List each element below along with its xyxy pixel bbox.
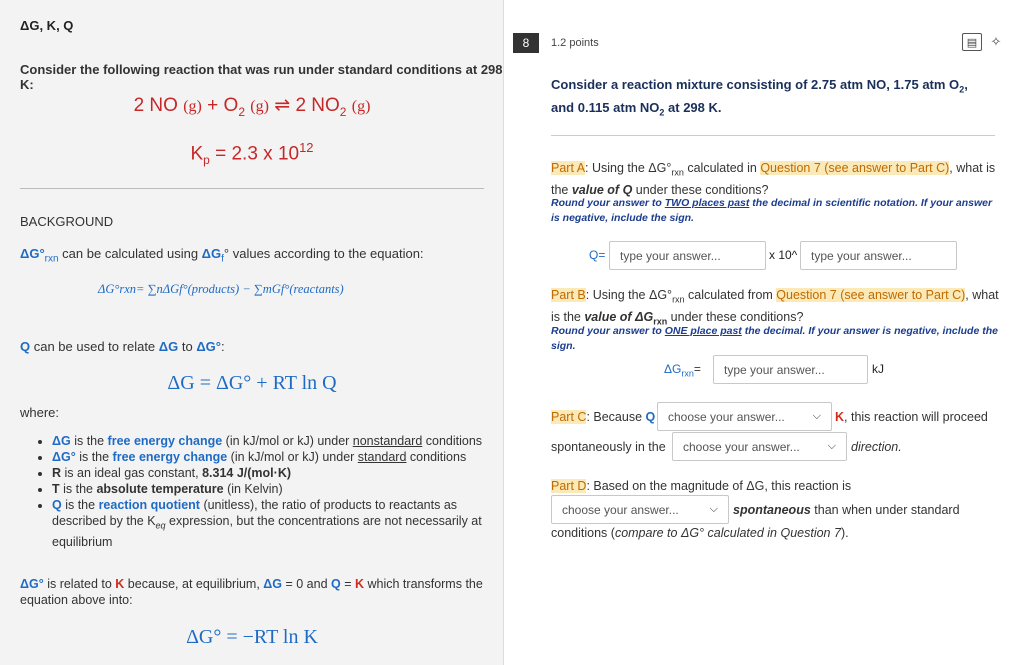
text: is the [59, 482, 97, 496]
phase-label: (g) [183, 98, 202, 115]
plus-sign: + [207, 95, 219, 116]
subscript: 2 [959, 84, 965, 95]
text: Consider a reaction mixture consisting of 2.75 atm NO, 1.75 atm O [551, 77, 960, 92]
subscript: f [221, 253, 224, 265]
subscript: 2 [238, 104, 246, 119]
text: Round your answer to [551, 325, 665, 337]
term: T [52, 482, 60, 496]
definitions-list [36, 433, 496, 550]
emphasis: value of ΔG [584, 309, 654, 324]
background-panel [0, 0, 504, 665]
text: (in Kelvin) [223, 482, 283, 496]
text: , and 0.115 atm NO [551, 77, 968, 115]
list-item [52, 497, 496, 550]
part-c-direction-label: spontaneously in the [551, 440, 666, 454]
emphasis: compare to ΔG° calculated in Question 7 [614, 526, 841, 540]
question-prompt [551, 76, 991, 121]
text: ° values according to the equation: [223, 246, 424, 261]
text: Round your answer to [551, 197, 665, 209]
dropdown-value: choose your answer... [562, 502, 679, 517]
part-b-note [551, 324, 1001, 354]
term: Q [52, 498, 62, 512]
text: , what is the [551, 161, 996, 197]
part-label: Part B [551, 288, 586, 302]
term: ΔG [263, 577, 283, 591]
text: because, at equilibrium, [124, 577, 264, 591]
text: the decimal. If your answer is negative, include the sign. [551, 325, 998, 352]
product-no2: 2 NO [295, 95, 340, 116]
where-label: where: [20, 405, 60, 420]
subscript: rxn [653, 316, 668, 326]
question-reference: Question 7 (see answer to Part C) [776, 288, 966, 302]
text: : [220, 339, 225, 354]
phase-label: (g) [351, 98, 371, 115]
underlined-text: TWO places past [664, 197, 750, 209]
part-label: Part D [551, 479, 587, 493]
text: , what is the [551, 288, 999, 324]
standard-k-equation: ΔG° = −RT ln K [186, 626, 318, 648]
part-a-question [551, 160, 1001, 199]
chevron-down-icon: ⌵ [812, 410, 821, 422]
chevron-down-icon: ⌵ [709, 503, 718, 515]
subscript: eq [155, 520, 166, 531]
text: conditions [422, 434, 483, 448]
text: = [693, 362, 701, 376]
intro-text: Consider the following reaction that was run under standard conditions at 298 K: [20, 62, 503, 92]
subscript: 2 [659, 107, 665, 118]
kp-symbol: K [190, 143, 204, 165]
text: (in kJ/mol or kJ) under [227, 450, 358, 464]
text: conditions ( [551, 526, 615, 540]
term: absolute temperature [96, 482, 224, 496]
points-label: 1.2 points [551, 37, 599, 49]
text: : Based on the magnitude of ΔG, this reaction is [586, 479, 852, 493]
text: is the [70, 434, 108, 448]
q-vs-k-dropdown[interactable] [657, 402, 832, 431]
part-d-question [551, 478, 851, 495]
q-label: Q= [589, 248, 606, 262]
chevron-down-icon: ⌵ [827, 440, 836, 452]
q-term: Q [645, 410, 656, 424]
calculator-icon[interactable]: ▤ [962, 33, 982, 51]
times-ten-label: x 10^ [769, 248, 798, 262]
q-exponent-input[interactable]: type your answer... [800, 241, 957, 270]
nonstandard-equation: ΔG = ΔG° + RT ln Q [167, 372, 337, 394]
reactant-o2: O [223, 95, 239, 116]
section-title: ΔG, K, Q [20, 18, 74, 33]
text: at 298 K. [664, 99, 722, 115]
term: free energy change [112, 450, 228, 464]
superscript: 12 [299, 140, 314, 155]
question-number: 8 [513, 33, 539, 53]
reaction-equation [0, 94, 504, 119]
term: K [355, 577, 365, 591]
text: is the [75, 450, 113, 464]
subscript: rxn [671, 167, 684, 178]
text: is an ideal gas constant, [61, 466, 203, 480]
q-term: Q [20, 339, 31, 354]
underlined-text: ONE place past [664, 325, 742, 337]
unit-label: kJ [872, 362, 884, 376]
spontaneity-dropdown[interactable] [551, 495, 729, 524]
text: : Because [586, 410, 646, 424]
part-c-question-cont [835, 409, 988, 426]
text: (in kJ/mol or kJ) under [222, 434, 353, 448]
part-a-note [551, 196, 1001, 226]
list-item [52, 433, 496, 449]
dropdown-value: choose your answer... [668, 409, 785, 424]
part-label: Part C [551, 410, 587, 424]
phase-label: (g) [250, 98, 269, 115]
subscript: rxn [672, 294, 685, 305]
reactant-no: 2 NO [133, 95, 178, 116]
part-d-compare [551, 525, 849, 542]
term: ΔG [52, 434, 71, 448]
text: : Using the ΔG° [585, 161, 672, 175]
hess-equation: ΔG°rxn= ∑nΔGf°(products) − ∑mGf°(reactants) [98, 282, 344, 296]
emphasis: value of Q [571, 182, 633, 197]
text: conditions [406, 450, 467, 464]
text: expression, but the concentrations are not necessarily at equilibrium [52, 514, 482, 549]
direction-suffix: direction. [851, 440, 902, 454]
k-term: K [835, 410, 845, 424]
dg-standard-term: ΔG° [196, 339, 221, 354]
text: than when under standard [810, 503, 960, 517]
text: is related to [43, 577, 116, 591]
subscript: rxn [44, 253, 59, 265]
text: under these conditions? [632, 182, 769, 197]
part-label: Part A [551, 161, 586, 175]
dg-term: ΔG° [20, 246, 45, 261]
text: , this reaction will proceed [844, 410, 988, 424]
text: can be used to relate [30, 339, 159, 354]
subscript: 2 [339, 104, 347, 119]
term: 8.314 J/(mol·K) [202, 466, 292, 480]
dropdown-value: choose your answer... [683, 439, 800, 454]
dg-rxn-input[interactable]: type your answer... [713, 355, 868, 384]
text: can be calculated using [58, 246, 202, 261]
list-item [52, 481, 496, 497]
list-item [52, 449, 496, 465]
term: reaction quotient [98, 498, 200, 512]
underlined-text: standard [357, 450, 407, 464]
divider [551, 135, 995, 136]
text: calculated in [683, 161, 761, 175]
q-description [20, 339, 225, 354]
text: = [340, 577, 355, 591]
text: the decimal in scientific notation. If your answer is negative, include the sign. [551, 197, 993, 224]
pin-icon[interactable]: ✧ [990, 34, 1002, 49]
dg-term: ΔG [158, 339, 179, 354]
emphasis: spontaneous [733, 503, 811, 517]
text: : Using the ΔG° [585, 288, 673, 302]
equilibrium-constant [0, 140, 504, 167]
term: free energy change [107, 434, 223, 448]
dgf-term: ΔG [201, 246, 222, 261]
dg-rxn-label [664, 362, 701, 378]
subscript: rxn [681, 368, 694, 379]
underlined-text: nonstandard [352, 434, 423, 448]
text: to [178, 339, 197, 354]
text: calculated from [684, 288, 777, 302]
term: R [52, 466, 62, 480]
text: ). [840, 526, 849, 540]
list-item [52, 465, 496, 481]
text: = 0 and [282, 577, 332, 591]
part-c-question [551, 409, 655, 426]
term: ΔG° [52, 450, 76, 464]
kp-value: = 2.3 x 10 [215, 143, 300, 165]
term: ΔG° [20, 577, 44, 591]
dg-rxn-description [20, 246, 424, 265]
text: which transforms the equation above into: [20, 577, 483, 607]
text: (unitless), the ratio of products to reactants as described by the K [52, 498, 458, 528]
question-reference: Question 7 (see answer to Part C) [760, 161, 950, 175]
term: K [115, 577, 125, 591]
equilibrium-arrow-icon: ⇌ [274, 95, 291, 116]
k-relation-text [20, 576, 490, 608]
background-heading: BACKGROUND [20, 214, 114, 229]
part-d-question-cont [733, 502, 960, 519]
subscript: p [203, 153, 210, 168]
text: is the [61, 498, 99, 512]
direction-dropdown[interactable] [672, 432, 847, 461]
term: Q [331, 577, 341, 591]
text: under these conditions? [667, 309, 804, 324]
q-mantissa-input[interactable]: type your answer... [609, 241, 766, 270]
divider [20, 188, 484, 189]
text: ΔG [664, 362, 682, 376]
